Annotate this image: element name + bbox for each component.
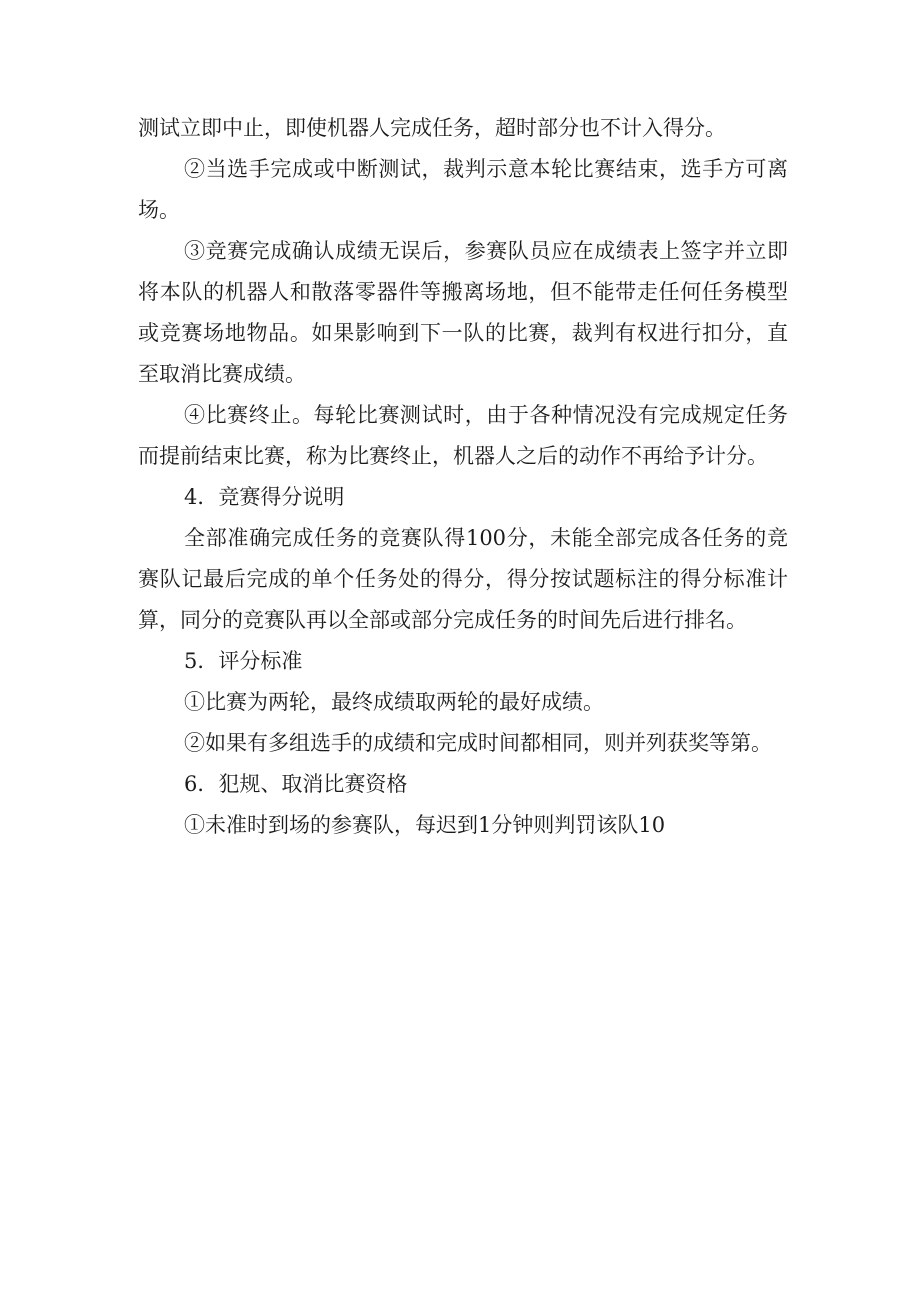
section-heading-scoring-description: 4．竞赛得分说明	[184, 485, 345, 509]
section-heading-violations: 6．犯规、取消比赛资格	[184, 772, 408, 796]
section-heading-scoring-criteria: 5．评分标准	[184, 649, 303, 673]
paragraph-timeout-rule: 测试立即中止，即使机器人完成任务，超时部分也不计入得分。	[138, 116, 726, 140]
paragraph-tie-rule: ②如果有多组选手的成绩和完成时间都相同，则并列获奖等第。	[184, 731, 772, 755]
paragraph-two-rounds: ①比赛为两轮，最终成绩取两轮的最好成绩。	[184, 690, 604, 714]
paragraph-confirm-score: ③竞赛完成确认成绩无误后，参赛队员应在成绩表上签字并立即将本队的机器人和散落零器件等搬离场地，但不能带走任何任务模型或竞赛场地物品。如果影响到下一队的比赛，裁判有权进行扣分，直至取消比赛成绩。	[138, 239, 788, 386]
paragraph-late-penalty: ①未准时到场的参赛队，每迟到1分钟则判罚该队10	[184, 813, 666, 837]
paragraph-match-termination: ④比赛终止。每轮比赛测试时，由于各种情况没有完成规定任务而提前结束比赛，称为比赛终止，机器人之后的动作不再给予计分。	[138, 403, 788, 468]
paragraph-end-of-round: ②当选手完成或中断测试，裁判示意本轮比赛结束，选手方可离场。	[138, 157, 788, 222]
paragraph-scoring-description: 全部准确完成任务的竞赛队得100分，未能全部完成各任务的竞赛队记最后完成的单个任务处的得分，得分按试题标注的得分标准计算，同分的竞赛队再以全部或部分完成任务的时间先后进行排名。	[138, 526, 788, 632]
document-body	[138, 108, 788, 846]
